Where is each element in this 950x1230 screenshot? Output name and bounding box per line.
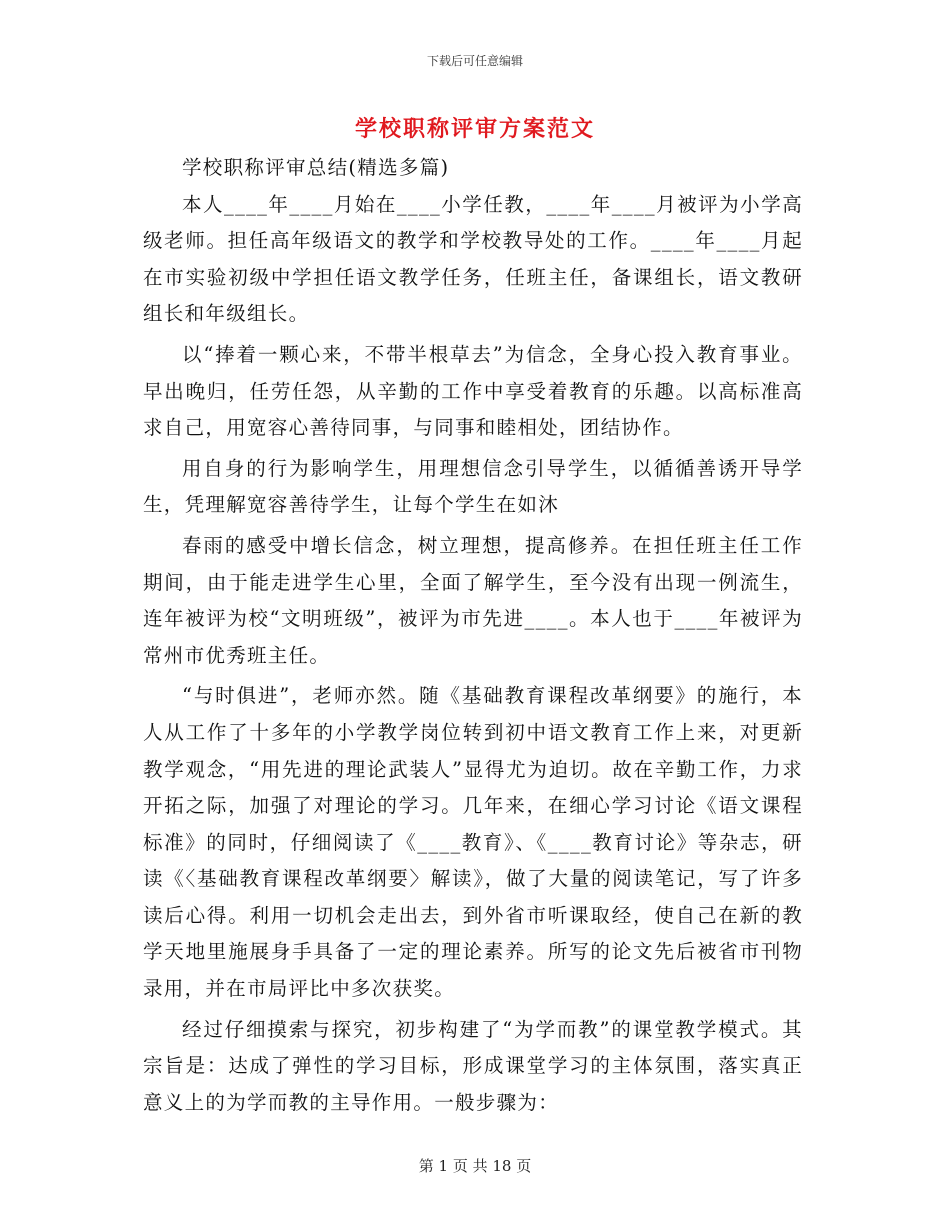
paragraph-3: 用自身的行为影响学生，用理想信念引导学生，以循循善诱开导学生，凭理解宽容善待学生，让每个学生在如沐	[143, 456, 803, 517]
paragraph-5: “与时俱进”，老师亦然。随《基础教育课程改革纲要》的施行，本人从工作了十多年的小学教学岗位转到初中语文教育工作上来，对更新教学观念，“用先进的理论武装人”显得尤为迫切。故在辛勤工作，力求开拓之际，加强了对理论的学习。几年来，在细心学习讨论《语文课程标准》的同时，仔细阅读了《____教育》、《____教育讨论》等杂志，研读《〈基础教育课程改革纲要〉解读》，做了大量的阅读笔记，写了许多读后心得。利用一切机会走出去，到外省市听课取经，使自己在新的教学天地里施展身手具备了一定的理论素养。所写的论文先后被省市刊物录用，并在市局评比中多次获奖。	[143, 684, 803, 1001]
paragraph-6: 经过仔细摸索与探究，初步构建了“为学而教”的课堂教学模式。其宗旨是：达成了弹性的学习目标，形成课堂学习的主体氛围，落实真正意义上的为学而教的主导作用。一般步骤为：	[143, 1017, 803, 1114]
page-header-note: 下载后可任意编辑	[426, 54, 523, 68]
paragraph-2: 以“捧着一颗心来，不带半根草去”为信念，全身心投入教育事业。早出晚归，任劳任怨，从辛勤的工作中享受着教育的乐趣。以高标准高求自己，用宽容心善待同事，与同事和睦相处，团结协作。	[143, 342, 803, 440]
paragraph-1: 本人____年____月始在____小学任教，____年____月被评为小学高级老师。担任高年级语文的教学和学校教导处的工作。____年____月起在市实验初级中学担任语文教学任务，任班主任，备课组长，语文教研组长和年级组长。	[143, 192, 803, 326]
document-subtitle: 学校职称评审总结(精选多篇)	[182, 156, 450, 179]
document-body	[143, 150, 803, 1121]
paragraph-4: 春雨的感受中增长信念，树立理想，提高修养。在担任班主任工作期间，由于能走进学生心里，全面了解学生，至今没有出现一例流生，连年被评为校“文明班级”，被评为市先进____。本人也于____年被评为常州市优秀班主任。	[143, 533, 803, 667]
document-title: 学校职称评审方案范文	[354, 116, 595, 142]
page-number-footer: 第 1 页 共 18 页	[418, 1157, 532, 1175]
